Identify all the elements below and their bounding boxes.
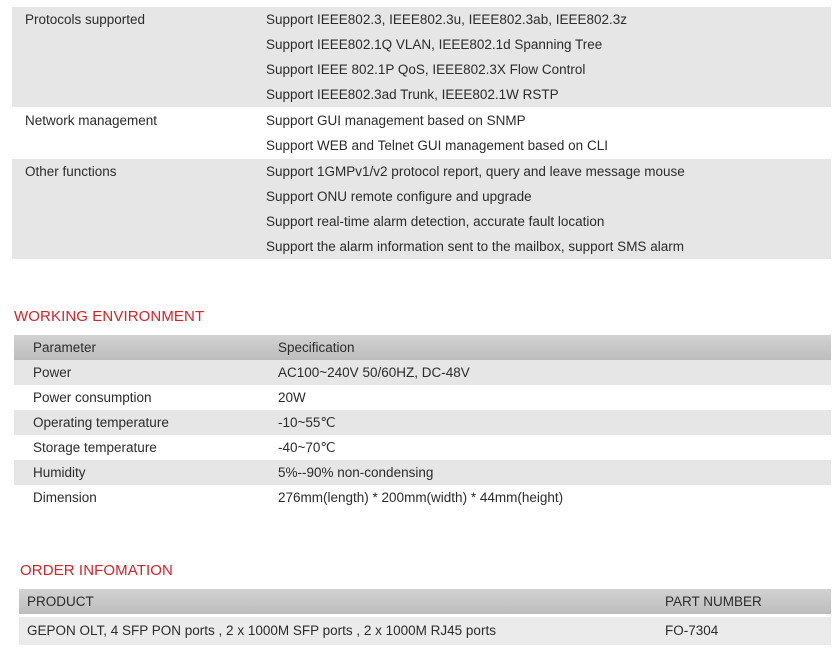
spec-group-protocols	[12, 7, 831, 108]
section-heading-order-information: ORDER INFOMATION	[20, 562, 173, 579]
parameter-cell: Storage temperature	[33, 440, 157, 455]
working-environment-table	[14, 335, 831, 510]
parameter-cell: Humidity	[33, 465, 86, 480]
spec-value: Support GUI management based on SNMP	[266, 113, 526, 128]
product-cell: GEPON OLT, 4 SFP PON ports , 2 x 1000M SFP ports , 2 x 1000M RJ45 ports	[27, 623, 496, 638]
spec-value: Support the alarm information sent to the mailbox, support SMS alarm	[266, 239, 684, 254]
table-row	[14, 410, 831, 435]
parameter-cell: Power	[33, 365, 72, 380]
specification-cell: 276mm(length) * 200mm(width) * 44mm(height)	[278, 490, 564, 505]
spec-value: Support IEEE802.1Q VLAN, IEEE802.1d Spanning Tree	[266, 37, 603, 52]
spec-values	[266, 159, 831, 259]
specification-cell: AC100~240V 50/60HZ, DC-48V	[278, 365, 470, 380]
column-header-part-number: PART NUMBER	[665, 594, 762, 609]
specification-table	[12, 7, 831, 260]
part-number-cell: FO-7304	[665, 623, 719, 638]
parameter-cell: Operating temperature	[33, 415, 169, 430]
column-header-specification: Specification	[278, 340, 355, 355]
specification-cell: -40~70℃	[278, 440, 336, 455]
spec-group-network-management	[12, 108, 831, 159]
spec-value: Support real-time alarm detection, accurate fault location	[266, 214, 605, 229]
spec-label: Other functions	[25, 164, 117, 179]
spec-value: Support WEB and Telnet GUI management based on CLI	[266, 138, 608, 153]
spec-label: Network management	[25, 113, 158, 128]
parameter-cell: Power consumption	[33, 390, 152, 405]
specification-cell: 5%--90% non-condensing	[278, 465, 434, 480]
table-row	[19, 617, 831, 645]
table-row	[14, 385, 831, 410]
spec-value: Support 1GMPv1/v2 protocol report, query and leave message mouse	[266, 164, 685, 179]
spec-group-other-functions	[12, 159, 831, 260]
table-row	[14, 435, 831, 460]
spec-values	[266, 108, 831, 158]
spec-value: Support IEEE802.3ad Trunk, IEEE802.1W RSTP	[266, 87, 559, 102]
section-heading-working-environment: WORKING ENVIRONMENT	[14, 308, 205, 325]
table-row	[14, 485, 831, 510]
column-header-parameter: Parameter	[33, 340, 97, 355]
column-header-product: PRODUCT	[27, 594, 94, 609]
specification-cell: -10~55℃	[278, 415, 336, 430]
table-row	[14, 460, 831, 485]
spec-label: Protocols supported	[25, 12, 146, 27]
table-header	[19, 589, 831, 614]
spec-value: Support IEEE802.3, IEEE802.3u, IEEE802.3ab, IEEE802.3z	[266, 12, 627, 27]
order-information-table	[19, 589, 831, 645]
table-header	[14, 335, 831, 360]
spec-value: Support ONU remote configure and upgrade	[266, 189, 532, 204]
parameter-cell: Dimension	[33, 490, 97, 505]
spec-value: Support IEEE 802.1P QoS, IEEE802.3X Flow Control	[266, 62, 586, 77]
specification-cell: 20W	[278, 390, 306, 405]
spec-values	[266, 7, 831, 107]
table-row	[14, 360, 831, 385]
